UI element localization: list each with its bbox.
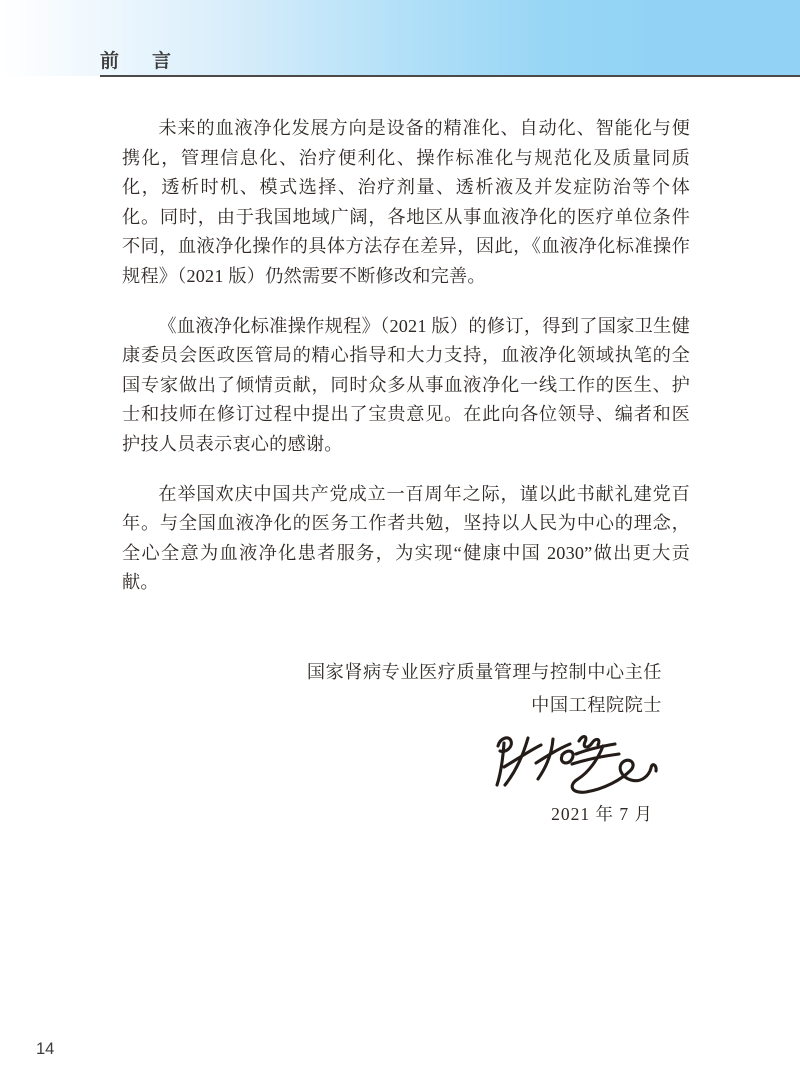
signature-date: 2021 年 7 月 [551,803,653,824]
preface-body [122,114,690,826]
signature-block [122,656,690,826]
header-rule [100,75,800,77]
page-title: 前 言 [100,51,179,72]
signer-rank: 中国工程院院士 [531,694,662,715]
body-paragraph-1: 未来的血液净化发展方向是设备的精准化、自动化、智能化与便携化，管理信息化、治疗便利化、操作标准化与规范化及质量同质化，透析时机、模式选择、治疗剂量、透析液及并发症防治等个体化。同时，由于我国地域广阔，各地区从事血液净化的医疗单位条件不同，血液净化操作的具体方法存在差异，因此，《血液净化标准操作规程》（2021 版）仍然需要不断修改和完善。 [122,118,690,286]
signer-title: 国家肾病专业医疗质量管理与控制中心主任 [306,661,662,682]
page-number: 14 [36,1040,55,1058]
handwritten-signature-chen-xiangmei-icon [490,732,662,800]
body-paragraph-2: 《血液净化标准操作规程》（2021 版）的修订，得到了国家卫生健康委员会医政医管局的精心指导和大力支持，血液净化领域执笔的全国专家做出了倾情贡献，同时众多从事血液净化一线工作的医生、护士和技师在修订过程中提出了宝贵意见。在此向各位领导、编者和医护技人员表示衷心的感谢。 [122,315,690,454]
body-paragraph-3: 在举国欢庆中国共产党成立一百周年之际，谨以此书献礼建党百年。与全国血液净化的医务工作者共勉，坚持以人民为中心的理念，全心全意为血液净化患者服务，为实现“健康中国 2030”做出更大贡献。 [122,483,690,593]
